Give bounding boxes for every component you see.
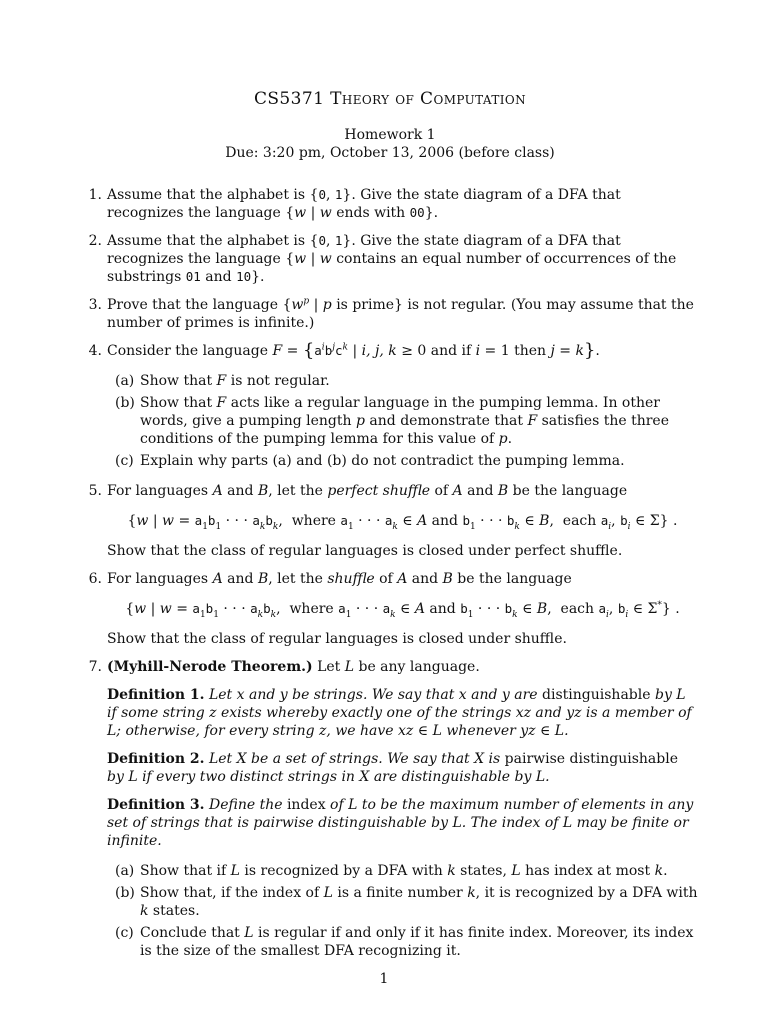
part-a: (a) Show that if L is recognized by a DFA with k states, L has index at most k. xyxy=(115,863,668,879)
problem-number: 7. xyxy=(88,659,102,675)
display-formula: {w | $w = a_1b_1$ · · · $a_kb_k$, where $a_1$ · · · $a_k$ ∈ A and $b_1$ · · · $b_k$ ∈ B, each $a_i$, $b_i$ ∈ Σ} . xyxy=(127,513,678,532)
header-block xyxy=(82,126,698,162)
part-a: (a) Show that F is not regular. xyxy=(115,373,330,389)
part-text: Explain why parts (a) and (b) do not contradict the pumping lemma. xyxy=(140,453,625,469)
definition-3: Definition 3. Define the index of L to be the maximum number of elements in any set of strings that is pairwise distinguishable by L. The index of L may be finite or infinite. xyxy=(107,797,694,849)
definition-2: Definition 2. Let X be a set of strings. We say that X is pairwise distinguishable by L if every two distinct strings in X are distinguishable by L. xyxy=(107,751,679,785)
definition-label: Definition 1. xyxy=(107,687,205,703)
part-label: (b) xyxy=(115,885,135,901)
part-b: (b) Show that F acts like a regular language in the pumping lemma. In other words, give a pumping length p and demonstrate that F satisfies the three conditions of the pumping lemma for this value of p. xyxy=(115,395,669,447)
definition-label: Definition 3. xyxy=(107,797,205,813)
definition-1: Definition 1. Let x and y be strings. We say that x and y are distinguishable by L if some string z exists whereby exactly one of the strings xz and yz is a member of L; otherwise, for every string z, we have xz ∈ L whenever yz ∈ L. xyxy=(107,687,692,739)
problem-3: 3. Prove that the language {$w^p$ | p is prime} is not regular. (You may assume that the number of primes is infinite.) xyxy=(82,296,698,332)
problem-number: 2. xyxy=(88,233,102,249)
part-label: (a) xyxy=(115,373,135,389)
part-b: (b) Show that, if the index of L is a finite number k, it is recognized by a DFA with k states. xyxy=(115,885,698,919)
homework-subtitle: Homework 1 xyxy=(344,127,436,143)
problem-after: Show that the class of regular languages is closed under perfect shuffle. xyxy=(107,543,623,559)
display-formula: {w | $w = a_1b_1$ · · · $a_kb_k$, where $a_1$ · · · $a_k$ ∈ A and $b_1$ · · · $b_k$ ∈ B, each $a_i$, $b_i$ ∈ Σ*} . xyxy=(125,600,680,620)
problem-number: 4. xyxy=(88,343,102,359)
problem-number: 6. xyxy=(88,571,102,587)
part-c: (c) Conclude that L is regular if and only if it has finite index. Moreover, its index is the size of the smallest DFA recognizing it. xyxy=(115,925,694,959)
problem-4-parts xyxy=(115,372,698,470)
page-title: CS5371 Theory of Computation xyxy=(253,89,527,109)
problem-1: 1. Assume that the alphabet is {0, 1}. Give the state diagram of a DFA that recognizes the language {w | w ends with 00}. xyxy=(82,186,698,222)
problem-list xyxy=(82,186,698,960)
due-date: Due: 3:20 pm, October 13, 2006 (before class) xyxy=(225,145,555,161)
part-label: (c) xyxy=(115,453,134,469)
problem-5: 5. For languages A and B, let the perfect shuffle of A and B be the language {w | $w = a_1b_1$ · · · $a_kb_k$, where $a_1$ · · · $a_k$ ∈ A and $b_1$ · · · $b_k$ ∈ B, each $a_i$, $b_i$ ∈ Σ} . Show that the class of regular languages is closed under perfect shuffle. xyxy=(82,482,698,560)
part-c xyxy=(115,452,698,470)
problem-after: Show that the class of regular languages is closed under shuffle. xyxy=(107,631,567,647)
part-label: (c) xyxy=(115,925,134,941)
problem-number: 1. xyxy=(88,187,102,203)
page-number: 1 xyxy=(379,971,389,987)
problem-number: 5. xyxy=(88,483,102,499)
problem-7-parts xyxy=(115,862,698,960)
problem-7: 7. (Myhill-Nerode Theorem.) Let L be any language. Definition 1. Let x and y be strings. We say that x and y are distinguishable by L if some string z exists whereby exactly one of the strings xz and yz is a member of L; otherwise, for every string z, we have xz ∈ L whenever yz ∈ L. Definition 2. Let X be a set of strings. We say that X is pairwise distinguishable by L if every two distinct strings in X are distinguishable by L. Definition 3. Define the index of L to be the maximum number of elements in any set of strings that is pairwise distinguishable by L. The index of L may be finite or infinite. (a) Show that if L is recognized by a DFA with k states, L has index at most k. (b) Show that, if the index of L is a finite number k, it is recognized by a DFA with k states. (c) Conclude that L is regular if and only if it has finite index. Moreover, its index is the size of the smallest DFA recognizing it. xyxy=(82,658,698,960)
problem-number: 3. xyxy=(88,297,102,313)
part-label: (a) xyxy=(115,863,135,879)
problem-6: 6. For languages A and B, let the shuffle of A and B be the language {w | $w = a_1b_1$ · · · $a_kb_k$, where $a_1$ · · · $a_k$ ∈ A and $b_1$ · · · $b_k$ ∈ B, each $a_i$, $b_i$ ∈ Σ*} . Show that the class of regular languages is closed under shuffle. xyxy=(82,570,698,648)
problem-2: 2. Assume that the alphabet is {0, 1}. Give the state diagram of a DFA that recognizes the language {w | w contains an equal number of occurrences of the substrings 01 and 10}. xyxy=(82,232,698,286)
problem-4: 4. Consider the language $F = \{a^ib^jc^k$ | i, j, k ≥ 0 and if i = 1 then j = k}. (a) Show that F is not regular. (b) Show that F acts like a regular language in the pumping lemma. In other words, give a pumping length p and demonstrate that F satisfies the three conditions of the pumping lemma for this value of p. (c) Explain why parts (a) and (b) do not contradict the pumping lemma. xyxy=(82,342,698,470)
part-label: (b) xyxy=(115,395,135,411)
definition-label: Definition 2. xyxy=(107,751,205,767)
